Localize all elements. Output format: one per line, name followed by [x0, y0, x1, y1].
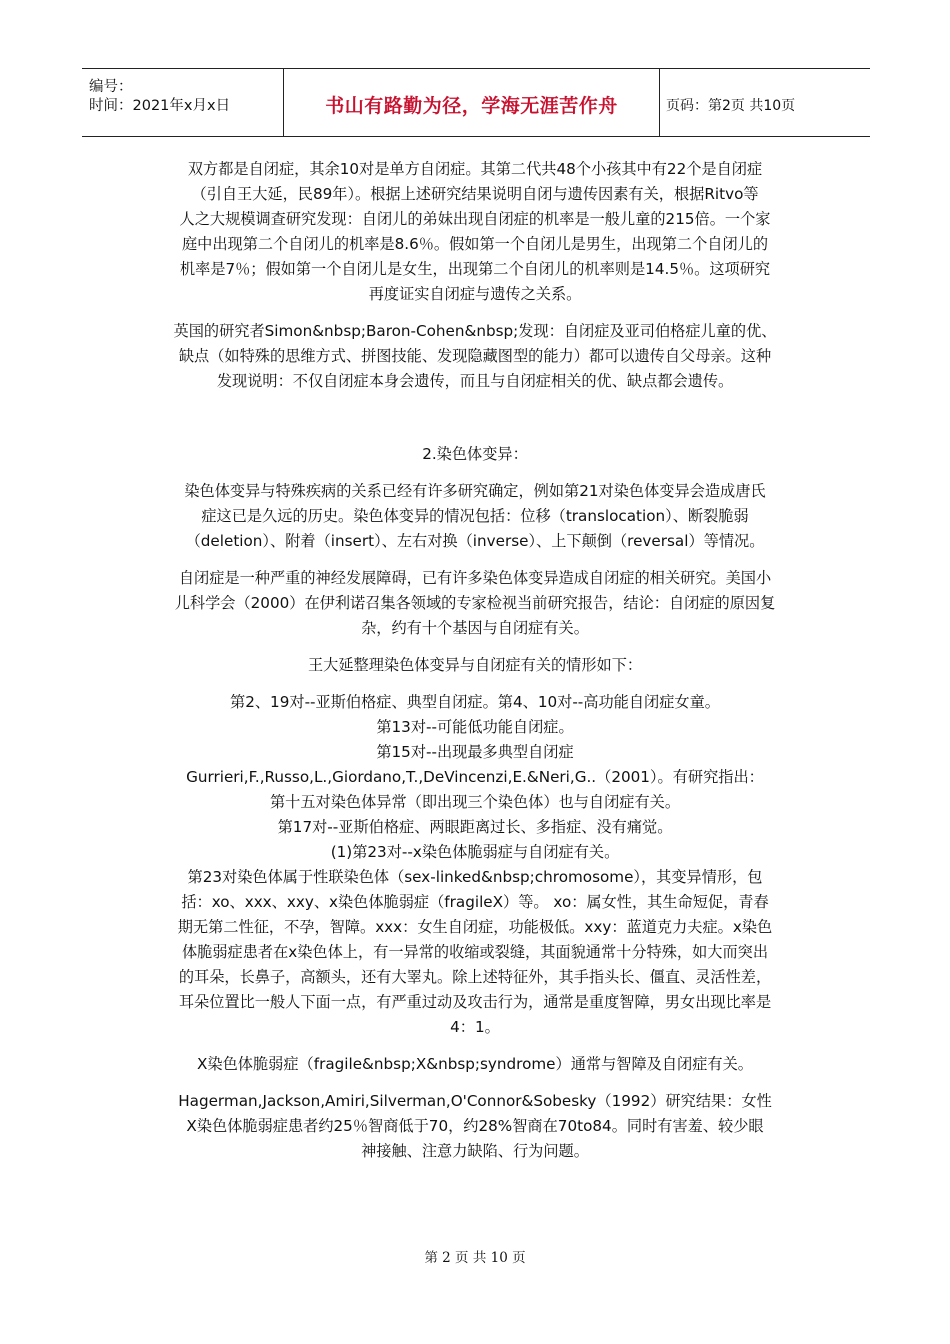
paragraph	[132, 1052, 818, 1077]
text-line: 庭中出现第二个自闭儿的机率是8.6％。假如第一个自闭儿是男生，出现第二个自闭儿的	[181, 235, 769, 253]
document-number-label: 编号：	[89, 79, 133, 95]
text-line: 第十五对染色体异常（即出现三个染色体）也与自闭症有关。	[269, 793, 681, 811]
page-footer: 第 2 页 共 10 页	[424, 1250, 526, 1266]
text-line: 双方都是自闭症，其余10对是单方自闭症。其第二代共48个小孩其中有22个是自闭症	[187, 160, 763, 178]
text-line: 染色体变异与特殊疾病的关系已经有许多研究确定，例如第21对染色体变异会造成唐氏	[184, 482, 766, 500]
text-line: X染色体脆弱症患者约25％智商低于70，约28%智商在70to84。同时有害羞、较少眼	[186, 1117, 764, 1135]
text-line: 发现说明：不仅自闭症本身会遗传，而且与自闭症相关的优、缺点都会遗传。	[216, 372, 734, 390]
text-line: 第2、19对--亚斯伯格症、典型自闭症。第4、10对--高功能自闭症女童。	[230, 693, 720, 711]
text-line: (1)第23对--x染色体脆弱症与自闭症有关。	[330, 843, 620, 861]
text-line: 缺点（如特殊的思维方式、拼图技能、发现隐藏图型的能力）都可以遗传自父母亲。这种	[178, 347, 772, 365]
paragraph	[132, 319, 818, 394]
paragraph	[132, 479, 818, 554]
paragraph	[132, 442, 818, 467]
header-motto: 书山有路勤为径，学海无涯苦作舟	[325, 95, 618, 117]
text-line: 括：xo、xxx、xxy、x染色体脆弱症（fragileX）等。 xo：属女性，其生命短促，青春	[181, 893, 769, 911]
text-line: 儿科学会（2000）在伊利诺召集各领域的专家检视当前研究报告，结论：自闭症的原因复	[174, 594, 776, 612]
text-line: 自闭症是一种严重的神经发展障碍，已有许多染色体变异造成自闭症的相关研究。美国小	[178, 569, 772, 587]
text-line: 王大延整理染色体变异与自闭症有关的情形如下：	[307, 656, 643, 674]
header-motto-cell	[284, 69, 660, 136]
text-line: 4：1。	[450, 1018, 500, 1036]
text-line: 神接触、注意力缺陷、行为问题。	[361, 1142, 589, 1160]
text-line: X染色体脆弱症（fragile&nbsp;X&nbsp;syndrome）通常与智障及自闭症有关。	[197, 1055, 753, 1073]
paragraph-spacer	[132, 307, 818, 319]
text-line: 症这已是久远的历史。染色体变异的情况包括：位移（translocation）、断裂脆弱	[201, 507, 749, 525]
header-page-cell	[660, 69, 870, 136]
text-line: 第23对染色体属于性联染色体（sex-linked&nbsp;chromosome），其变异情形，包	[187, 868, 763, 886]
text-line: 体脆弱症患者在x染色体上，有一异常的收缩或裂缝，其面貌通常十分特殊，如大而突出	[181, 943, 769, 961]
text-line: （引自王大延，民89年）。根据上述研究结果说明自闭与遗传因素有关，根据Ritvo等	[191, 185, 759, 203]
text-line: 机率是7％；假如第一个自闭儿是女生，出现第二个自闭儿的机率则是14.5％。这项研究	[179, 260, 771, 278]
text-line: 英国的研究者Simon&nbsp;Baron-Cohen&nbsp;发现：自闭症及亚司伯格症儿童的优、	[173, 322, 777, 340]
paragraph-spacer	[132, 467, 818, 479]
paragraph	[132, 566, 818, 641]
text-line: 期无第二性征，不孕，智障。xxx：女生自闭症，功能极低。xxy：蓝道克力夫症。x染色	[177, 918, 773, 936]
text-line: 杂，约有十个基因与自闭症有关。	[361, 619, 589, 637]
text-line: 耳朵位置比一般人下面一点，有严重过动及攻击行为，通常是重度智障，男女出现比率是	[178, 993, 772, 1011]
paragraph	[132, 157, 818, 307]
page-header	[82, 68, 870, 137]
text-line: （deletion）、附着（insert）、左右对换（inverse）、上下颠倒（reversal）等情况。	[185, 532, 765, 550]
paragraph-spacer	[132, 678, 818, 690]
text-line: 第17对--亚斯伯格症、两眼距离过长、多指症、没有痛觉。	[277, 818, 673, 836]
paragraph-spacer	[132, 641, 818, 653]
text-line: 第15对--出现最多典型自闭症	[376, 743, 574, 761]
paragraph	[132, 690, 818, 1040]
header-meta-cell	[82, 69, 284, 136]
text-line: Hagerman,Jackson,Amiri,Silverman,O'Connor&Sobesky（1992）研究结果：女性	[178, 1092, 772, 1110]
document-date: 时间：2021年x月x日	[89, 98, 231, 114]
document-body	[132, 157, 818, 1164]
paragraph	[132, 653, 818, 678]
paragraph-spacer	[132, 394, 818, 442]
text-line: 第13对--可能低功能自闭症。	[376, 718, 574, 736]
text-line: 的耳朵，长鼻子，高额头，还有大睪丸。除上述特征外，其手指头长、僵直、灵活性差，	[178, 968, 772, 986]
header-page-info: 页码：第2页 共10页	[666, 98, 796, 114]
paragraph-spacer	[132, 1040, 818, 1052]
paragraph-spacer	[132, 1077, 818, 1089]
text-line: Gurrieri,F.,Russo,L.,Giordano,T.,DeVincenzi,E.&Neri,G..（2001）。有研究指出：	[186, 768, 764, 786]
text-line: 2.染色体变异：	[422, 445, 528, 463]
paragraph	[132, 1089, 818, 1164]
text-line: 人之大规模调查研究发现：自闭儿的弟妹出现自闭症的机率是一般儿童的215倍。一个家	[179, 210, 771, 228]
text-line: 再度证实自闭症与遗传之关系。	[368, 285, 582, 303]
paragraph-spacer	[132, 554, 818, 566]
